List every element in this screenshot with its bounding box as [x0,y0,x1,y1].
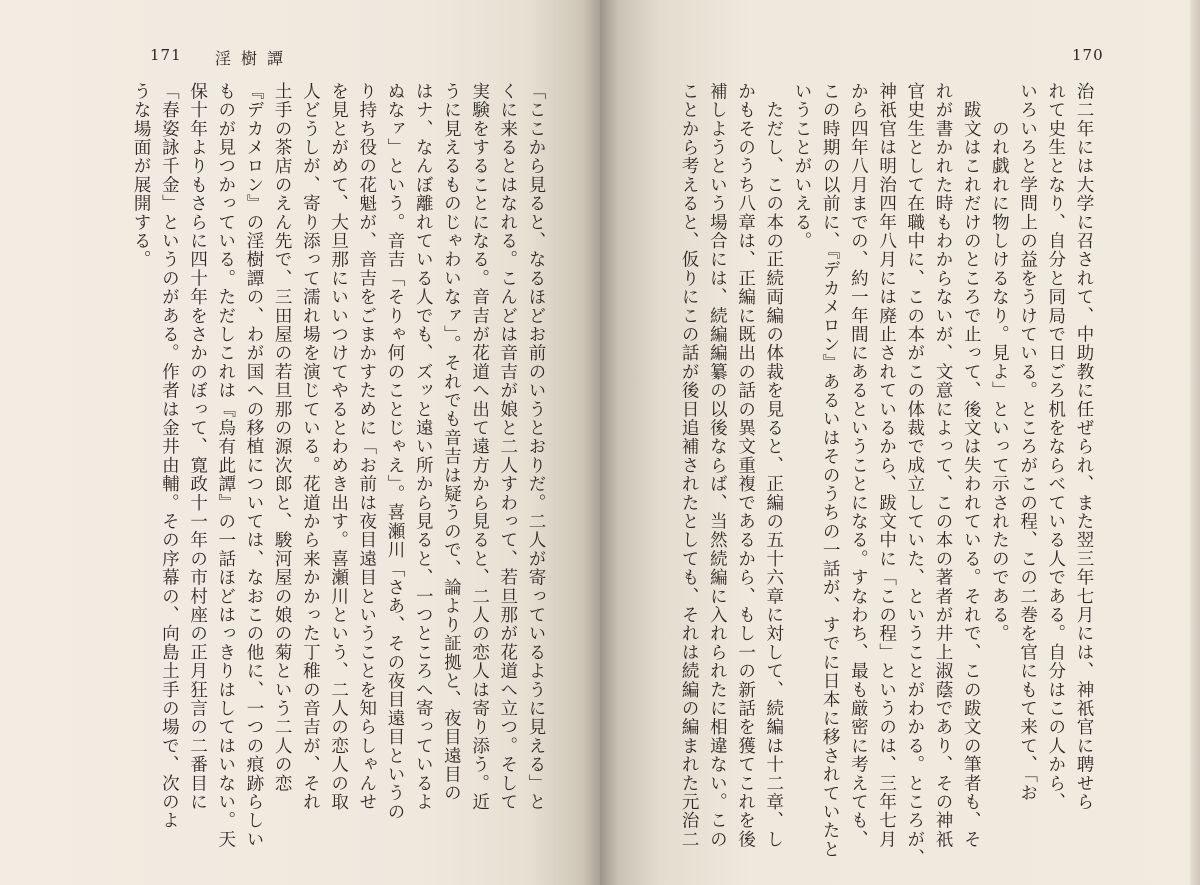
right-text-line: 神祇官は明治四年八月には廃止されているから、跋文中に「この程」というのは、三年七月 [876,82,897,849]
right-text-line: いろいろと学問上の益をうけている。ところがこの程、この二巻を官にもて来て、「お [1017,82,1038,803]
right-text-line: いうことがいえる。 [791,82,812,251]
left-text-line: り持ち役の花魁が、音吉をごまかすために「お前は夜目遠目ということを知らしゃんせ [356,82,377,812]
page-number-right: 170 [1072,46,1104,64]
left-text-line: うに見えるものじゃわいなァ」。それでも音吉は疑うので、論より証拠と、夜目遠目の [441,82,462,803]
right-text-line: 補しようという場合には、続編編纂の以後ならば、当然続編に入れられたに相違ない。この [707,82,728,849]
left-page-body-text [131,82,550,862]
left-text-line: 『デカメロン』の淫樹譚の、わが国への移植については、なおこの他に、一つの痕跡らしい [243,82,264,849]
right-text-line: から四年八月までの、約一年間にあるということになる。すなわち、最も厳密に考えても、 [848,82,869,849]
page-number-left: 171 [150,46,182,64]
left-text-line: くに来るとはなれる。こんどは音吉が娘と二人すわって、若旦那が花道へ立つ。そして [497,82,518,812]
left-text-line: 保十年よりもさらに四十年をさかのぼって、寛政十一年の市村座の正月狂言の二番目に [187,82,208,812]
left-text-line: ぬなァ」という。音吉「そりゃ何のことじゃえ」。喜瀬川「さあ、その夜目遠目というの [384,82,405,822]
running-title: 淫樹譚 [215,49,294,68]
right-text-line: のれ戯れに物しけるなり。見よ」といって示されたのである。 [989,82,1010,643]
left-text-line: を見とがめて、大旦那にいいつけてやるとわめき出す。喜瀬川という、二人の恋人の取 [328,82,349,812]
right-text-line: この時期の以前に、『デカメロン』あるいはそのうちの一話が、すでに日本に移されていたと [820,82,841,859]
right-page-body-text [658,82,1098,868]
page-edge [1190,0,1200,885]
right-text-line: ことから考えると、仮りにこの話が後日追補されたとしても、それは続編の編まれた元治二 [679,82,700,849]
right-page [600,0,1200,885]
right-text-line: 跋文はこれだけのところで止って、後文は失われている。それで、この跋文の筆者も、そ [961,82,982,849]
right-text-line: ただし、この本の正続両編の体裁を見ると、正編の五十六章に対して、続編は十二章、し [763,82,784,849]
left-text-line: 実験をすることになる。音吉が花道へ出て遠方から見ると、二人の恋人は寄り添う。近 [469,82,490,812]
left-text-line: 土手の茶店のえん先で、三田屋の若旦那の源次郎と、駿河屋の娘の菊という二人の恋 [272,82,293,793]
right-text-line: 治二年には大学に召されて、中助教に任ぜられ、また翌三年七月には、神祇官に聘せら [1074,82,1094,812]
left-text-line: はナ、なんぼ離れている人でも、ズッと遠い所から見ると、一つところへ寄っているよ [413,82,434,812]
right-text-line: かもそのうち八章は、正編に既出の話の異文重複であるから、もし一の新話を獲てこれを後 [735,82,756,849]
left-text-line: 人どうしが、寄り添って濡れ場を演じている。花道から来かかった丁稚の音吉が、それ [300,82,321,812]
right-text-line: れて史生となり、自分と同局で日ごろ机をならべている人である。自分はこの人から、 [1045,82,1066,812]
left-text-line: うな場面が展開する。 [131,82,152,269]
right-text-line: れが書かれた時もわからないが、文意によって、この本の著者が井上淑蔭であり、その神祇 [932,82,953,849]
left-text-line: 「ここから見ると、なるほどお前のいうとおりだ。二人が寄っているように見える」と [526,82,546,812]
left-text-line: 「春姿詠千金」というのがある。作者は金井由輔。その序幕の、向島土手の場で、次のよ [159,82,180,830]
left-text-line: ものが見つかっている。ただしこれは『烏有此譚』の一話ほどはっきりはしてはいない。天 [215,82,236,849]
right-text-line: 官史生として在職中に、この本がこの体裁で成立していた、ということがわかる。ところが、 [904,82,925,868]
